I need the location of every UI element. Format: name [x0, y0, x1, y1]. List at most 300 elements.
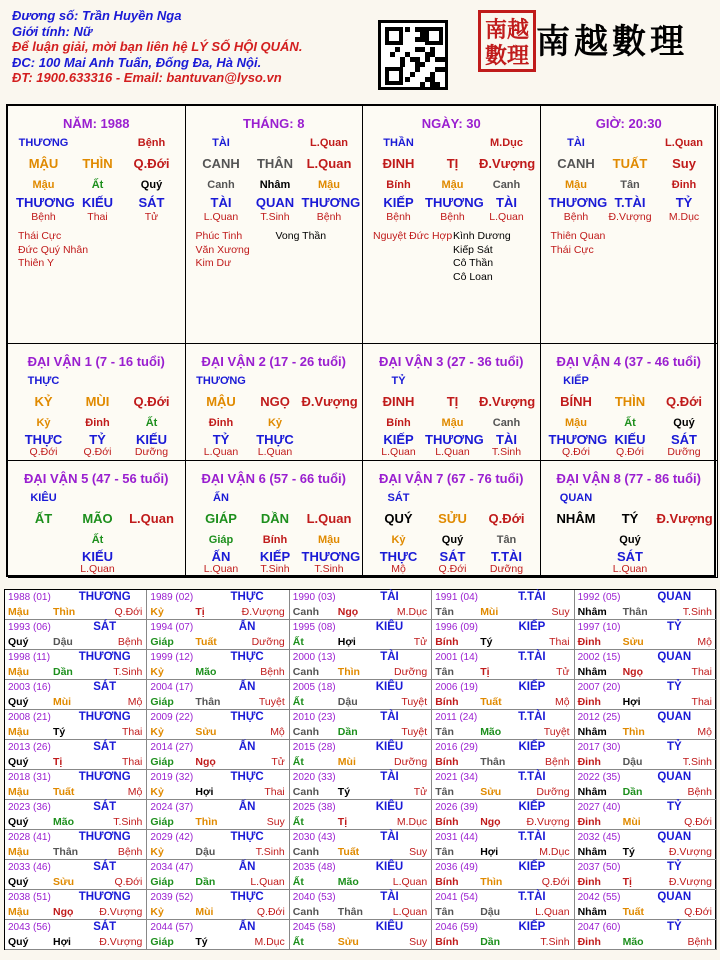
- star-item: Kình Dương: [453, 230, 511, 242]
- year-cell: [575, 590, 717, 620]
- year-stem: Canh: [292, 726, 320, 738]
- year-god: SÁT: [93, 741, 117, 753]
- cell-value: THÌN: [82, 156, 113, 171]
- cell-value: THƯƠNG: [16, 195, 75, 210]
- qr-finder-icon: [385, 67, 403, 85]
- year-cell: [575, 650, 717, 680]
- cell-value: THỰC: [379, 549, 418, 564]
- year-label: 2016 (29): [435, 742, 478, 753]
- year-god: SÁT: [93, 801, 117, 813]
- year-god: KIÊU: [375, 861, 404, 873]
- year-god: THƯƠNG: [78, 711, 131, 723]
- year-stem: Tân: [435, 906, 454, 918]
- cell-value: Đinh: [208, 417, 234, 429]
- year-branch: Sửu: [195, 726, 217, 738]
- cell-value: L.Quan: [381, 446, 416, 458]
- year-label: 1996 (09): [435, 622, 478, 633]
- year-god: THƯƠNG: [78, 771, 131, 783]
- luck-god: TỶ: [391, 375, 406, 387]
- year-god: THỰC: [230, 651, 264, 663]
- cell-value: TỶ: [212, 432, 230, 447]
- cell-value: Suy: [672, 156, 696, 171]
- year-lifestage: T.Sinh: [540, 936, 570, 948]
- year-god: THƯƠNG: [78, 591, 131, 603]
- year-stem: Canh: [292, 666, 320, 678]
- year-branch: Dần: [622, 786, 643, 798]
- year-stem: Mậu: [8, 606, 29, 618]
- cell-value: Thai: [87, 211, 108, 223]
- year-branch: Mão: [195, 666, 217, 678]
- year-cell: [5, 740, 147, 770]
- year-cell: [290, 920, 432, 950]
- year-lifestage: Bệnh: [117, 636, 143, 648]
- star-list: [373, 230, 452, 244]
- year-cell: [432, 650, 574, 680]
- cell-value: THƯƠNG: [301, 549, 361, 564]
- year-stem: Mậu: [8, 726, 29, 738]
- year-god: ẤN: [238, 921, 256, 933]
- year-branch: Tị: [337, 816, 348, 828]
- year-label: 2034 (47): [150, 862, 194, 873]
- year-god: QUAN: [657, 591, 692, 603]
- year-label: 2005 (18): [292, 682, 336, 693]
- year-god: QUAN: [657, 891, 692, 903]
- cell-value: SỬU: [438, 511, 467, 526]
- year-lifestage: L.Quan: [392, 876, 428, 888]
- cell-value: MẬU: [206, 394, 236, 409]
- luck-title: ĐẠI VẬN 5 (47 - 56 tuổi): [24, 471, 169, 486]
- cell-value: Canh: [492, 179, 521, 191]
- year-branch: Tý: [337, 786, 351, 798]
- year-lifestage: Dưỡng: [536, 786, 570, 798]
- year-lifestage: Thai: [121, 726, 143, 738]
- star-list-2: [276, 230, 327, 244]
- year-branch: Sửu: [480, 786, 502, 798]
- year-branch: Thìn: [480, 876, 503, 888]
- cell-value: Nhâm: [259, 179, 291, 191]
- cell-value: TỶ: [89, 432, 106, 447]
- year-god: ẤN: [238, 681, 256, 693]
- year-label: 2019 (32): [150, 772, 194, 783]
- year-branch: Hợi: [622, 696, 641, 708]
- year-god: KIẾP: [518, 921, 546, 933]
- year-cell: [147, 890, 289, 920]
- year-branch: Tuất: [480, 696, 502, 708]
- year-branch: Ngọ: [480, 816, 501, 828]
- year-label: 2029 (42): [150, 832, 194, 843]
- year-label: 2010 (23): [292, 712, 336, 723]
- cell-value: TÀI: [210, 195, 232, 210]
- qr-dot: [440, 57, 445, 62]
- cell-value: Bính: [386, 417, 411, 429]
- luck-title: ĐẠI VẬN 3 (27 - 36 tuổi): [379, 354, 524, 369]
- year-cell: [147, 770, 289, 800]
- year-stem: Mậu: [8, 666, 29, 678]
- year-branch: Tuất: [195, 636, 217, 648]
- year-label: 2012 (25): [577, 712, 621, 723]
- year-god: T.TÀI: [518, 591, 546, 603]
- cell-value: Mậu: [565, 417, 587, 429]
- cell-value: SÁT: [671, 432, 697, 447]
- year-branch: Hợi: [337, 636, 356, 648]
- year-stem: Bính: [435, 636, 459, 648]
- qr-finder-icon: [425, 27, 443, 45]
- year-cell: [290, 770, 432, 800]
- year-branch: Mão: [480, 726, 502, 738]
- year-cell: [147, 650, 289, 680]
- cell-value: L.Quan: [435, 446, 470, 458]
- year-branch: Mùi: [337, 756, 356, 768]
- year-branch: Thân: [622, 606, 648, 618]
- year-stem: Mậu: [8, 906, 29, 918]
- year-cell: [5, 770, 147, 800]
- cell-value: Q.Đới: [438, 563, 467, 575]
- year-cell: [290, 650, 432, 680]
- cell-value: L.Quan: [310, 137, 348, 149]
- year-label: 2042 (55): [577, 892, 621, 903]
- qr-code-icon[interactable]: [378, 20, 448, 90]
- year-cell: [432, 740, 574, 770]
- cell-value: Bính: [262, 534, 288, 546]
- cell-value: QUÝ: [384, 511, 413, 526]
- year-god: THỰC: [230, 711, 264, 723]
- year-branch: Thìn: [53, 606, 76, 618]
- luck-cell-7: [363, 461, 541, 578]
- luck-cell-5: [8, 461, 186, 578]
- year-branch: Ngọ: [195, 756, 216, 768]
- cell-value: Mậu: [32, 179, 55, 191]
- year-god: KIẾP: [518, 681, 546, 693]
- star-item: Cô Loan: [453, 270, 493, 283]
- year-stem: Giáp: [150, 816, 174, 828]
- header-line: Đương số: Trần Huyền Nga: [12, 8, 182, 23]
- cell-value: Mậu: [565, 179, 587, 191]
- year-stem: Mậu: [8, 846, 29, 858]
- luck-cell-6: [186, 461, 364, 578]
- year-stem: Tân: [435, 666, 454, 678]
- year-god: TÀI: [380, 831, 399, 843]
- cell-value: Quý: [140, 179, 163, 191]
- year-label: 2020 (33): [292, 772, 336, 783]
- year-label: 2006 (19): [435, 682, 478, 693]
- year-label: 2004 (17): [150, 682, 194, 693]
- cell-value: THƯƠNG: [548, 195, 608, 210]
- cell-value: CANH: [557, 156, 595, 171]
- year-stem: Kỷ: [150, 666, 164, 678]
- year-cell: [432, 830, 574, 860]
- cell-value: L.Quan: [665, 137, 703, 149]
- header-line: Để luận giải, mời bạn liên hệ LÝ SỐ HỘI QUÁN.: [12, 39, 303, 54]
- cell-value: KIẾU: [135, 432, 168, 447]
- qr-dot: [405, 27, 410, 32]
- year-label: 2027 (40): [577, 802, 621, 813]
- cell-value: DẦN: [260, 511, 290, 526]
- star-item: Vong Thần: [275, 230, 327, 242]
- cell-value: Mậu: [318, 534, 340, 546]
- year-branch: Dần: [195, 876, 216, 888]
- red-seal-icon: 南越 數理: [478, 10, 536, 72]
- year-cell: [5, 890, 147, 920]
- cell-value: Quý: [441, 534, 464, 546]
- cell-value: Q.Đới: [488, 511, 525, 526]
- chart-grid: [6, 104, 716, 577]
- luck-god: ẤN: [213, 492, 229, 504]
- cell-value: TỶ: [675, 195, 693, 210]
- year-stem: Bính: [435, 816, 459, 828]
- year-god: T.TÀI: [518, 771, 546, 783]
- year-branch: Tuất: [337, 846, 360, 858]
- year-branch: Tuất: [622, 906, 644, 918]
- year-label: 2032 (45): [577, 832, 621, 843]
- year-stem: Nhâm: [577, 666, 607, 678]
- header-line: ĐT: 1900.633316 - Email: bantuvan@lyso.vn: [12, 70, 282, 85]
- year-label: 1998 (11): [8, 652, 51, 663]
- year-god: ẤN: [238, 861, 256, 873]
- year-label: 2009 (22): [150, 712, 194, 723]
- year-branch: Dậu: [337, 696, 358, 708]
- year-lifestage: Thai: [549, 636, 570, 648]
- year-lifestage: Mộ: [270, 726, 285, 738]
- annual-luck-table: [4, 589, 716, 950]
- year-branch: Tị: [195, 606, 205, 618]
- cell-value: Q.Đới: [666, 394, 702, 409]
- year-god: SÁT: [93, 921, 117, 933]
- year-lifestage: M.Dục: [396, 606, 428, 618]
- year-stem: Giáp: [150, 936, 174, 948]
- star-item: Cô Thần: [453, 257, 494, 269]
- cell-value: TỊ: [446, 156, 459, 171]
- cell-value: NGỌ: [260, 394, 290, 409]
- year-cell: [432, 920, 574, 950]
- year-branch: Dậu: [195, 846, 216, 858]
- year-stem: Quý: [8, 876, 29, 888]
- year-cell: [147, 710, 289, 740]
- cell-value: THƯƠNG: [301, 195, 361, 210]
- cell-value: MÃO: [82, 511, 113, 526]
- year-cell: [147, 740, 289, 770]
- year-stem: Đinh: [577, 696, 601, 708]
- year-lifestage: Bệnh: [117, 846, 143, 858]
- year-branch: Thân: [337, 906, 363, 918]
- pillar-title: NGÀY: 30: [421, 116, 481, 131]
- owner-info: [12, 8, 302, 86]
- cell-value: Dưỡng: [489, 563, 524, 575]
- year-lifestage: Thai: [691, 696, 712, 708]
- pillar-title: THÁNG: 8: [243, 116, 305, 131]
- year-branch: Hợi: [195, 786, 214, 798]
- year-branch: Thìn: [195, 816, 218, 828]
- cell-value: Canh: [207, 179, 235, 191]
- star-item: Thiên Y: [18, 257, 54, 269]
- cell-value: Kỷ: [391, 534, 406, 546]
- cell-value: THÌN: [614, 394, 646, 409]
- year-label: 2041 (54): [435, 892, 478, 903]
- year-god: TÀI: [380, 711, 399, 723]
- cell-value: SÁT: [439, 549, 466, 564]
- qr-dot: [390, 52, 395, 57]
- cell-value: KIẾU: [81, 195, 114, 210]
- year-stem: Bính: [435, 696, 459, 708]
- cell-value: Q.Đới: [83, 446, 112, 458]
- year-branch: Tý: [53, 726, 66, 738]
- year-god: KIÊU: [375, 921, 404, 933]
- star-item: Kiếp Sát: [453, 243, 493, 256]
- year-god: KIÊU: [375, 681, 404, 693]
- year-branch: Dần: [337, 726, 358, 738]
- year-god: THỰC: [230, 891, 264, 903]
- luck-god: THƯƠNG: [196, 375, 246, 387]
- year-god: TỶ: [666, 921, 682, 933]
- year-label: 2047 (60): [577, 922, 621, 933]
- year-label: 2030 (43): [292, 832, 336, 843]
- year-branch: Mão: [53, 816, 74, 828]
- year-branch: Mùi: [53, 696, 72, 708]
- year-lifestage: Thai: [121, 756, 143, 768]
- cell-value: THỰC: [24, 432, 63, 447]
- year-branch: Dậu: [480, 906, 501, 918]
- year-lifestage: Q.Đới: [684, 906, 712, 918]
- year-lifestage: Tuyệt: [543, 726, 570, 738]
- year-god: ẤN: [238, 801, 256, 813]
- year-label: 2001 (14): [435, 652, 478, 663]
- cell-value: MÙI: [85, 394, 110, 409]
- year-label: 2043 (56): [8, 922, 51, 933]
- year-label: 2022 (35): [577, 772, 621, 783]
- year-label: 1989 (02): [150, 592, 194, 603]
- cell-value: Bính: [386, 179, 411, 191]
- cell-value: Bệnh: [440, 211, 465, 223]
- cell-value: KIẾP: [383, 195, 414, 210]
- star-item: Kim Dư: [195, 257, 232, 269]
- year-cell: [290, 860, 432, 890]
- year-cell: [147, 590, 289, 620]
- year-stem: Quý: [8, 936, 29, 948]
- luck-title: ĐẠI VẬN 6 (57 - 66 tuổi): [201, 471, 346, 486]
- year-branch: Dần: [480, 936, 501, 948]
- year-stem: Canh: [292, 906, 320, 918]
- year-cell: [432, 860, 574, 890]
- year-cell: [5, 680, 147, 710]
- cell-value: SÁT: [617, 549, 643, 564]
- star-item: Thiên Quan: [550, 230, 606, 242]
- cell-value: Dưỡng: [134, 446, 169, 458]
- year-god: T.TÀI: [518, 651, 546, 663]
- star-item: Phúc Tinh: [195, 230, 243, 242]
- luck-cell-8: [541, 461, 719, 578]
- year-lifestage: Mộ: [127, 696, 143, 708]
- year-label: 2002 (15): [577, 652, 621, 663]
- year-god: TỶ: [666, 741, 682, 753]
- pillar-cell-1: [8, 106, 186, 344]
- year-stem: Tân: [435, 606, 454, 618]
- year-cell: [575, 770, 717, 800]
- year-label: 1991 (04): [435, 592, 478, 603]
- cell-value: Ất: [624, 417, 636, 429]
- year-cell: [147, 860, 289, 890]
- year-lifestage: Q.Đới: [114, 876, 143, 888]
- year-lifestage: Tử: [413, 786, 428, 798]
- year-god: ẤN: [238, 741, 256, 753]
- cell-value: NHÂM: [556, 511, 596, 526]
- year-label: 2015 (28): [292, 742, 336, 753]
- star-list-2: [453, 230, 511, 284]
- cell-value: T.Sinh: [260, 563, 290, 575]
- header-line: Giới tính: Nữ: [12, 23, 93, 39]
- year-god: KIẾP: [518, 621, 546, 633]
- year-god: SÁT: [93, 681, 117, 693]
- cell-value: THẦN: [383, 137, 414, 149]
- luck-cell-2: [186, 344, 364, 461]
- year-label: 2024 (37): [150, 802, 194, 813]
- pillar-cell-2: [186, 106, 364, 344]
- year-stem: Kỷ: [150, 846, 164, 858]
- year-lifestage: Dưỡng: [394, 666, 428, 678]
- cell-value: Giáp: [208, 534, 234, 546]
- year-stem: Kỷ: [150, 726, 164, 738]
- year-lifestage: Đ.Vượng: [526, 816, 570, 828]
- year-lifestage: L.Quan: [535, 906, 570, 918]
- year-cell: [575, 710, 717, 740]
- cell-value: T.Sinh: [260, 211, 290, 223]
- year-god: SÁT: [93, 621, 117, 633]
- year-god: TỶ: [666, 621, 682, 633]
- year-lifestage: Tuyệt: [401, 726, 428, 738]
- year-cell: [432, 590, 574, 620]
- cell-value: Q.Đới: [133, 394, 170, 409]
- year-lifestage: M.Dục: [396, 816, 428, 828]
- year-lifestage: M.Dục: [254, 936, 285, 948]
- star-item: Nguyệt Đức Hợp: [373, 230, 453, 242]
- year-god: KIẾP: [518, 861, 546, 873]
- qr-dot: [400, 62, 405, 67]
- year-lifestage: T.Sinh: [113, 666, 143, 678]
- year-branch: Mão: [337, 876, 359, 888]
- year-cell: [432, 710, 574, 740]
- luck-title: ĐẠI VẬN 1 (7 - 16 tuổi): [27, 354, 165, 369]
- year-label: 2044 (57): [150, 922, 194, 933]
- cell-value: QUAN: [255, 195, 295, 210]
- year-cell: [575, 890, 717, 920]
- year-god: TỶ: [666, 681, 682, 693]
- year-branch: Tị: [480, 666, 490, 678]
- year-god: TÀI: [380, 891, 399, 903]
- luck-god: QUAN: [559, 492, 593, 504]
- year-lifestage: Suy: [266, 816, 285, 828]
- year-label: 2031 (44): [435, 832, 478, 843]
- year-label: 1993 (06): [8, 622, 51, 633]
- star-item: Văn Xương: [195, 243, 250, 256]
- year-label: 1997 (10): [577, 622, 621, 633]
- year-label: 2036 (49): [435, 862, 478, 873]
- cell-value: Đ.Vượng: [301, 394, 358, 409]
- qr-dot: [420, 37, 425, 42]
- year-god: T.TÀI: [518, 891, 546, 903]
- brand-title: 南越數理: [536, 22, 688, 62]
- year-god: SÁT: [93, 861, 117, 873]
- year-lifestage: Đ.Vượng: [668, 876, 712, 888]
- year-lifestage: Suy: [409, 936, 428, 948]
- luck-title: ĐẠI VẬN 8 (77 - 86 tuổi): [556, 471, 701, 486]
- year-branch: Thìn: [337, 666, 360, 678]
- cell-value: KIẾU: [614, 432, 646, 447]
- year-label: 2035 (48): [292, 862, 336, 873]
- qr-dot: [415, 67, 420, 72]
- year-branch: Thân: [480, 756, 506, 768]
- year-lifestage: Tuyệt: [258, 696, 285, 708]
- cell-value: L.Quan: [203, 446, 239, 458]
- cell-value: Bệnh: [316, 211, 342, 223]
- year-god: THỰC: [230, 771, 264, 783]
